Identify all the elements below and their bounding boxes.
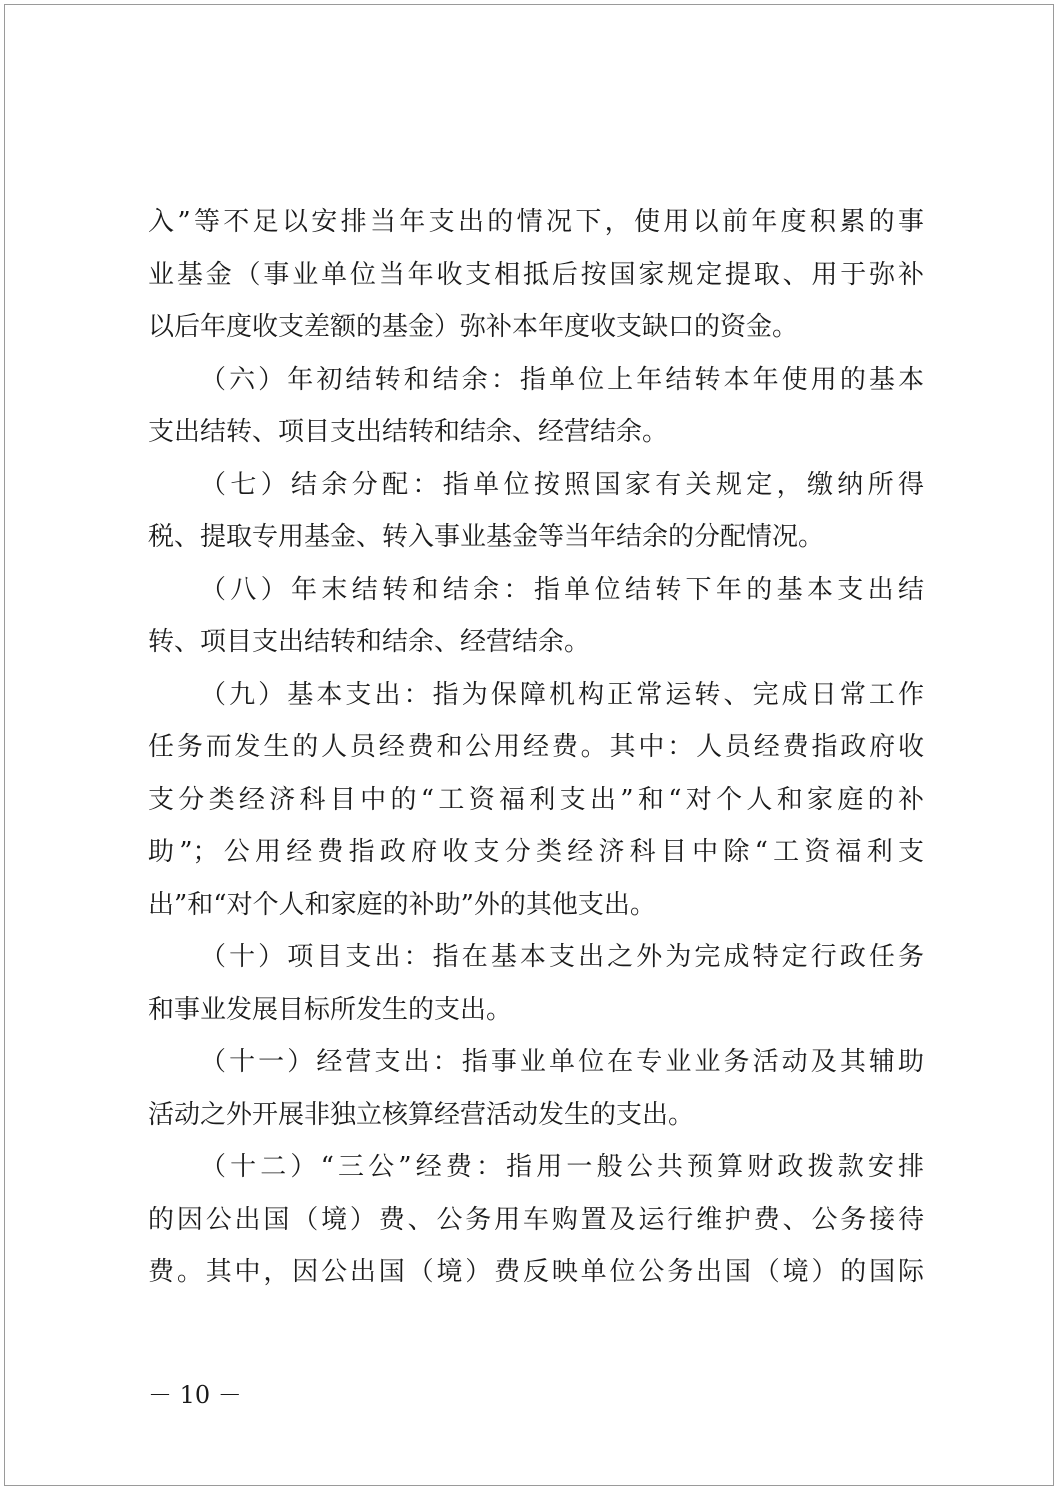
text-line: （七）结余分配：指单位按照国家有关规定，缴纳所得 bbox=[200, 469, 924, 500]
text-line: （十一）经营支出：指事业单位在专业业务活动及其辅助 bbox=[200, 1047, 924, 1077]
text-line: 的因公出国（境）费、公务用车购置及运行维护费、公务接待 bbox=[148, 1204, 924, 1235]
text-line: 业基金（事业单位当年收支相抵后按国家规定提取、用于弥补 bbox=[148, 259, 924, 290]
text-line: 任务而发生的人员经费和公用经费。其中：人员经费指政府收 bbox=[148, 732, 924, 762]
text-line: （十二）“三公”经费：指用一般公共预算财政拨款安排 bbox=[200, 1152, 924, 1182]
text-line: 费。其中，因公出国（境）费反映单位公务出国（境）的国际 bbox=[148, 1257, 924, 1287]
text-line: 支分类经济科目中的“工资福利支出”和“对个人和家庭的补 bbox=[148, 784, 924, 815]
text-line: 入”等不足以安排当年支出的情况下，使用以前年度积累的事 bbox=[148, 207, 924, 237]
text-line: （六）年初结转和结余：指单位上年结转本年使用的基本 bbox=[200, 364, 924, 395]
text-line: 税、提取专用基金、转入事业基金等当年结余的分配情况。 bbox=[148, 522, 825, 552]
text-line: 出”和“对个人和家庭的补助”外的其他支出。 bbox=[148, 889, 656, 920]
text-line: （十）项目支出：指在基本支出之外为完成特定行政任务 bbox=[200, 942, 924, 972]
text-line: 活动之外开展非独立核算经营活动发生的支出。 bbox=[148, 1099, 695, 1130]
text-line: （九）基本支出：指为保障机构正常运转、完成日常工作 bbox=[200, 679, 924, 710]
text-line: 和事业发展目标所发生的支出。 bbox=[148, 994, 513, 1025]
text-line: 支出结转、项目支出结转和结余、经营结余。 bbox=[148, 417, 669, 447]
page-number: － 10 － bbox=[148, 1381, 242, 1409]
text-line: 以后年度收支差额的基金）弥补本年度收支缺口的资金。 bbox=[148, 312, 799, 342]
text-line: （八）年末结转和结余：指单位结转下年的基本支出结 bbox=[200, 574, 924, 605]
document-body bbox=[148, 196, 924, 1299]
text-line: 转、项目支出结转和结余、经营结余。 bbox=[148, 627, 591, 657]
text-line: 助”；公用经费指政府收支分类经济科目中除“工资福利支 bbox=[148, 837, 924, 867]
